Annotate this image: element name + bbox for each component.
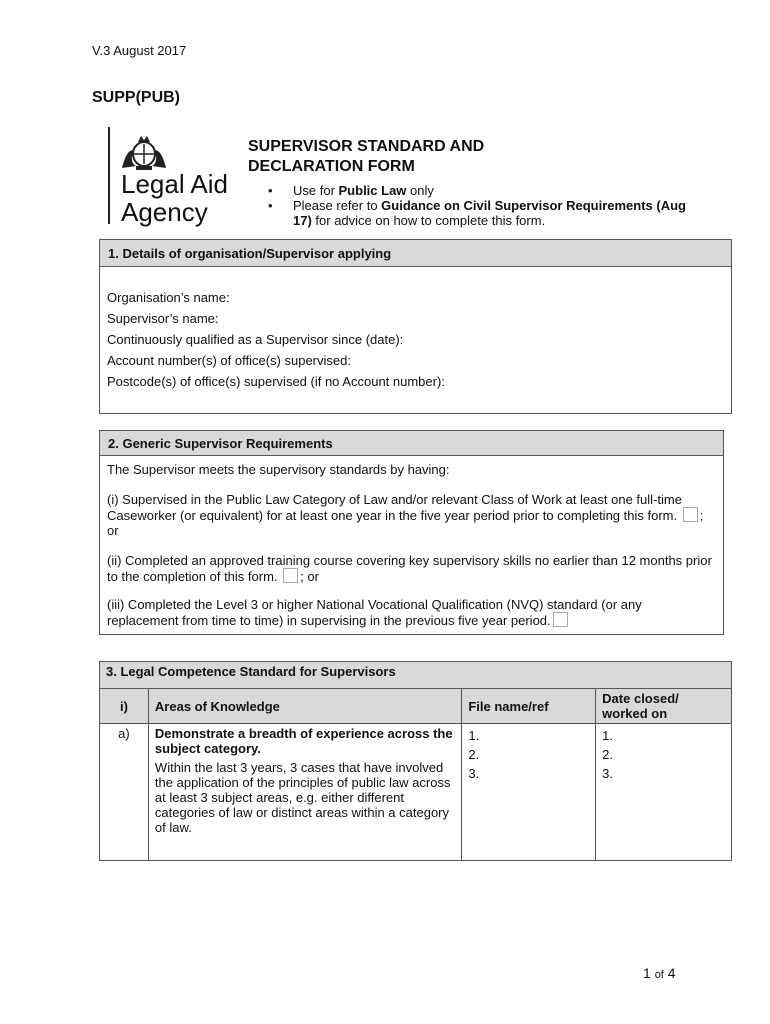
date-item[interactable]: 2. xyxy=(602,747,614,762)
form-title-line1: SUPERVISOR STANDARD AND xyxy=(248,138,485,155)
area-of-knowledge-cell xyxy=(148,724,461,861)
option-2-checkbox[interactable] xyxy=(283,568,298,583)
instruction-guidance: • Please refer to Guidance on Civil Supervisor Requirements (Aug 17) for advice on how to complete this form. xyxy=(268,198,708,228)
section3-heading: 3. Legal Competence Standard for Supervisors xyxy=(100,662,732,689)
column-areas-header: Areas of Knowledge xyxy=(148,689,461,724)
logo-divider xyxy=(108,127,110,224)
form-code: SUPP(PUB) xyxy=(92,89,181,106)
date-item[interactable]: 1. xyxy=(602,728,614,743)
section-organisation-details xyxy=(99,239,732,414)
qualified-since-field[interactable]: Continuously qualified as a Supervisor since (date): xyxy=(107,332,404,347)
section2-heading: 2. Generic Supervisor Requirements xyxy=(100,431,723,456)
file-ref-item[interactable]: 2. xyxy=(468,747,480,762)
date-cell[interactable] xyxy=(596,724,732,861)
option-3-checkbox[interactable] xyxy=(553,612,568,627)
supervisor-name-field[interactable]: Supervisor’s name: xyxy=(107,311,219,326)
requirement-option-1: (i) Supervised in the Public Law Category of Law and/or relevant Class of Work at least one full-time Caseworker (or equivalent) for at least one year in the five year period prior to completing this form. ; or xyxy=(107,492,704,538)
file-ref-item[interactable]: 3. xyxy=(468,766,480,781)
legal-competence-table xyxy=(99,661,732,861)
option-1-checkbox[interactable] xyxy=(683,507,698,522)
royal-crest-icon xyxy=(118,128,170,172)
column-date-header: Date closed/ worked on xyxy=(596,689,732,724)
file-ref-cell[interactable] xyxy=(462,724,596,861)
file-ref-item[interactable]: 1. xyxy=(468,728,480,743)
date-item[interactable]: 3. xyxy=(602,766,614,781)
requirements-intro: The Supervisor meets the supervisory standards by having: xyxy=(107,462,450,477)
requirement-option-3: (iii) Completed the Level 3 or higher National Vocational Qualification (NVQ) standard (or any replacement from time to time) in supervising in the previous five year period. xyxy=(107,597,642,628)
instructions-list xyxy=(268,183,708,228)
section-generic-requirements xyxy=(99,430,724,635)
postcodes-field[interactable]: Postcode(s) of office(s) supervised (if no Account number): xyxy=(107,374,445,389)
organisation-name-field[interactable]: Organisation’s name: xyxy=(107,290,230,305)
area-title: Demonstrate a breadth of experience across the subject category. xyxy=(154,726,453,756)
row-label: a) xyxy=(100,724,149,861)
form-title-line2: DECLARATION FORM xyxy=(248,158,415,175)
area-description: Within the last 3 years, 3 cases that have involved the application of the principles of public law across at least 3 subject areas, e.g. either different categories of law or distinct areas within a category of law. xyxy=(154,760,451,835)
logo-text-agency: Agency xyxy=(121,197,208,227)
requirement-option-2: (ii) Completed an approved training course covering key supervisory skills no earlier than 12 months prior to the completion of this form. ; or xyxy=(107,553,712,584)
table-row xyxy=(100,724,732,861)
section1-heading: 1. Details of organisation/Supervisor applying xyxy=(100,240,731,267)
page-number: 1 of 4 xyxy=(643,965,676,981)
instruction-public-law: • Use for Public Law only xyxy=(268,183,708,198)
column-file-header: File name/ref xyxy=(462,689,596,724)
column-index-header: i) xyxy=(100,689,149,724)
account-numbers-field[interactable]: Account number(s) of office(s) supervised: xyxy=(107,353,351,368)
logo-text-legal-aid: Legal Aid xyxy=(121,169,228,199)
version-label: V.3 August 2017 xyxy=(92,43,187,58)
